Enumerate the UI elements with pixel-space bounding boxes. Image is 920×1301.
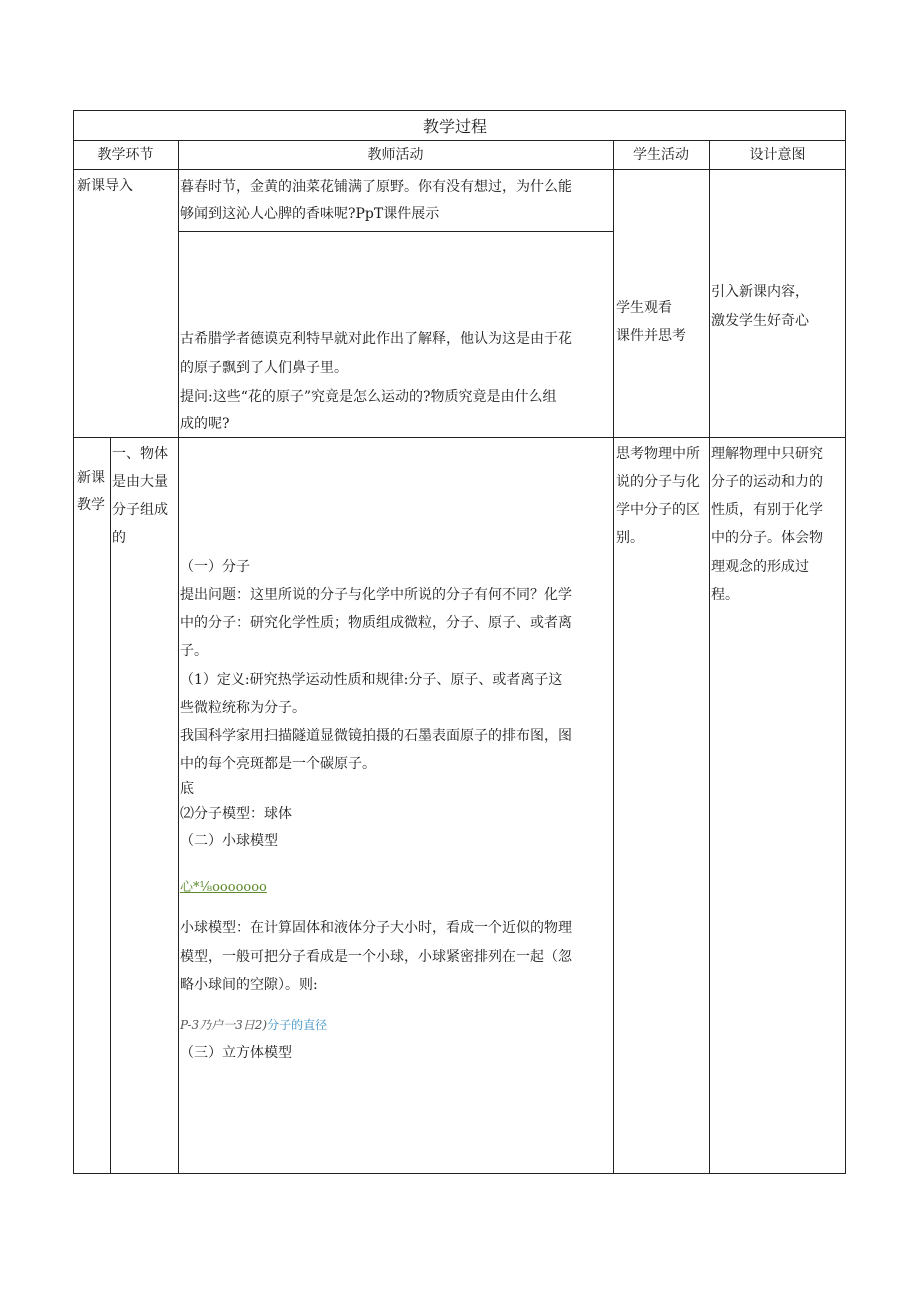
lesson-design-line: 中的分子。体会物	[711, 530, 823, 546]
lesson-student-line: 学中分子的区	[616, 502, 700, 518]
definition-line: 些微粒统称为分子。	[180, 700, 306, 716]
lesson-stage-line: 新课	[77, 470, 105, 486]
question-line: 子。	[180, 643, 208, 659]
lesson-stage-line: 教学	[77, 497, 105, 513]
rule-under-headers	[73, 169, 846, 170]
header-student: 学生活动	[633, 147, 689, 163]
intro-student-line: 课件并思考	[616, 328, 686, 344]
intro-design-line: 激发学生好奇心	[711, 313, 809, 329]
rule-col-substage	[110, 437, 111, 1174]
ball-model-line: 略小球间的空隙）。则:	[180, 977, 318, 993]
section-heading-ball-model: （二）小球模型	[180, 833, 278, 849]
section-heading-cube-model: （三）立方体模型	[180, 1045, 292, 1061]
intro-teacher-line: 成的呢?	[180, 416, 230, 432]
image-note-line: 我国科学家用扫描隧道显微镜拍摄的石墨表面原子的排布图，图	[180, 728, 572, 744]
lesson-student-line: 说的分子与化	[616, 474, 700, 490]
formula-caption: 分子的直径	[267, 1018, 328, 1032]
section-heading-molecule: （一）分子	[180, 559, 250, 575]
garbled-formula-link: 心*⅛ooooooo	[180, 880, 267, 895]
rule-col-teacher	[613, 140, 614, 1174]
lesson-substage-line: 是由大量	[112, 474, 168, 490]
rule-col-stage	[178, 140, 179, 1174]
header-stage: 教学环节	[97, 147, 154, 163]
definition-line: （1）定义:研究热学运动性质和规律:分子、原子、或者离子这	[180, 672, 563, 688]
intro-student-line: 学生观看	[616, 300, 672, 316]
lesson-student-line: 别。	[616, 530, 644, 546]
image-note-line: 中的每个亮斑都是一个碳原子。	[180, 756, 376, 772]
intro-teacher-line: 提问:这些“花的原子”究竟是怎么运动的?物质究竟是由什么组	[180, 389, 557, 405]
header-design: 设计意图	[749, 147, 806, 163]
stray-char: 底	[180, 781, 194, 797]
lesson-substage-line: 的	[112, 530, 126, 546]
table-title: 教学过程	[423, 117, 488, 136]
question-line: 中的分子：研究化学性质；物质组成微粒，分子、原子、或者离	[180, 615, 572, 631]
ball-model-line: 模型，一般可把分子看成是一个小球，小球紧密排列在一起（忽	[180, 949, 572, 965]
intro-stage: 新课导入	[77, 178, 133, 194]
rule-inner-teacher	[178, 231, 613, 232]
intro-design-line: 引入新课内容，	[711, 284, 809, 300]
ball-model-line: 小球模型：在计算固体和液体分子大小时，看成一个近似的物理	[180, 920, 572, 936]
rule-col-student	[709, 140, 710, 1174]
lesson-design-line: 程。	[711, 587, 739, 603]
header-teacher: 教师活动	[367, 147, 424, 163]
question-line: 提出问题：这里所说的分子与化学中所说的分子有何不同？化学	[180, 587, 572, 603]
lesson-student-line: 思考物理中所	[616, 446, 700, 462]
lesson-design-line: 理解物理中只研究	[711, 446, 823, 462]
model-sphere-line: ⑵分子模型：球体	[180, 806, 292, 822]
lesson-design-line: 性质，有别于化学	[711, 502, 823, 518]
formula-text: P-3乃户一3日2)	[180, 1018, 268, 1032]
intro-teacher-line: 暮春时节，金黄的油菜花铺满了原野。你有没有想过，为什么能	[180, 179, 572, 195]
lesson-design-line: 理观念的形成过	[711, 559, 809, 575]
intro-teacher-line: 的原子飘到了人们鼻子里。	[180, 360, 348, 376]
diameter-formula	[180, 1011, 327, 1039]
lesson-design-line: 分子的运动和力的	[711, 474, 823, 490]
intro-teacher-line: 够闻到这沁人心脾的香味呢?PpT课件展示	[180, 206, 440, 222]
intro-teacher-line: 古希腊学者德谟克利特早就对此作出了解释，他认为这是由于花	[180, 331, 572, 347]
lesson-substage-line: 分子组成	[112, 502, 168, 518]
lesson-substage-line: 一、物体	[112, 446, 168, 462]
